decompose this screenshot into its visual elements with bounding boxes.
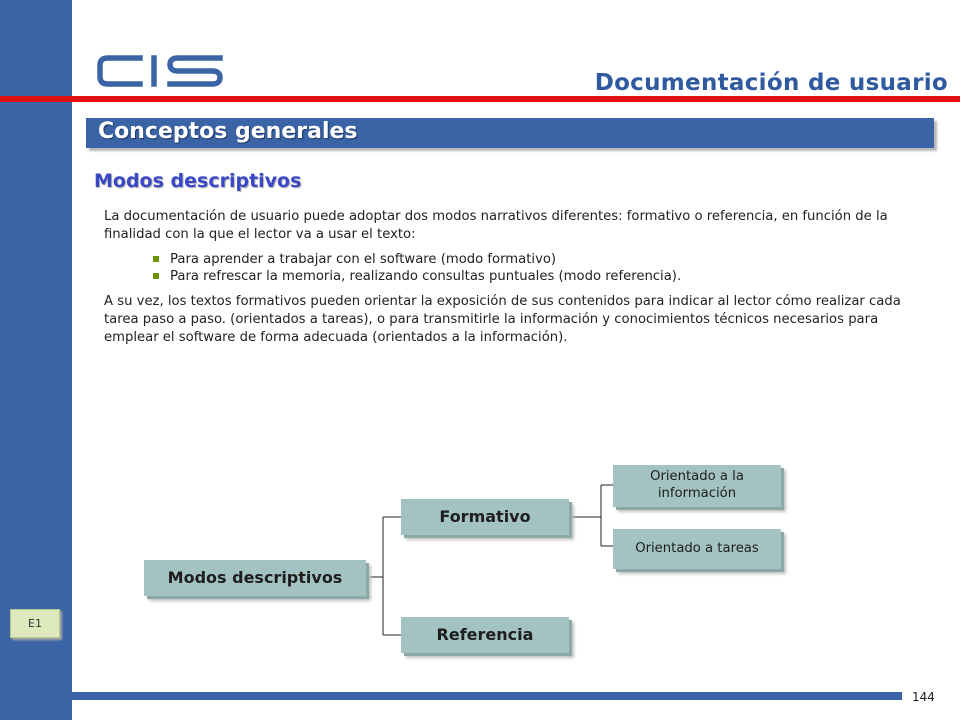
diagram-node-modos-descriptivos: Modos descriptivos	[144, 560, 366, 596]
list-item	[152, 251, 912, 268]
diagram-node-orientado-tareas: Orientado a tareas	[613, 529, 781, 569]
section-title: Conceptos generales	[98, 119, 358, 144]
bullet-square-icon	[153, 273, 159, 279]
diagram-node-label: Orientado a la información	[650, 469, 744, 501]
section-banner	[86, 118, 934, 148]
slide-badge: E1	[10, 609, 60, 638]
bullet-text: Para refrescar la memoria, realizando consultas puntuales (modo referencia).	[170, 269, 682, 284]
subsection-title: Modos descriptivos	[94, 170, 302, 192]
diagram-node-formativo: Formativo	[401, 499, 569, 535]
bullet-list	[152, 251, 912, 285]
page-number: 144	[912, 690, 935, 704]
bullet-text: Para aprender a trabajar con el software (modo formativo)	[170, 252, 557, 267]
intro-paragraph: La documentación de usuario puede adoptar dos modos narrativos diferentes: formativo o referencia, en función de la finalidad con la que el lector va a usar el texto:	[104, 209, 888, 242]
footer-divider	[72, 692, 902, 700]
diagram-node-referencia: Referencia	[401, 617, 569, 653]
header-divider	[0, 96, 960, 102]
bullet-square-icon	[153, 256, 159, 262]
cis-logo	[96, 52, 226, 90]
document-title: Documentación de usuario	[594, 70, 948, 96]
diagram-node-orientado-informacion	[613, 465, 781, 507]
list-item	[152, 268, 912, 285]
body-paragraph: A su vez, los textos formativos pueden orientar la exposición de sus contenidos para indicar al lector cómo realizar cada tarea paso a paso. (orientados a tareas), o para transmitirle la información y conocimientos técnicos necesarios para emplear el software de forma adecuada (orientados a la información).	[104, 294, 901, 345]
